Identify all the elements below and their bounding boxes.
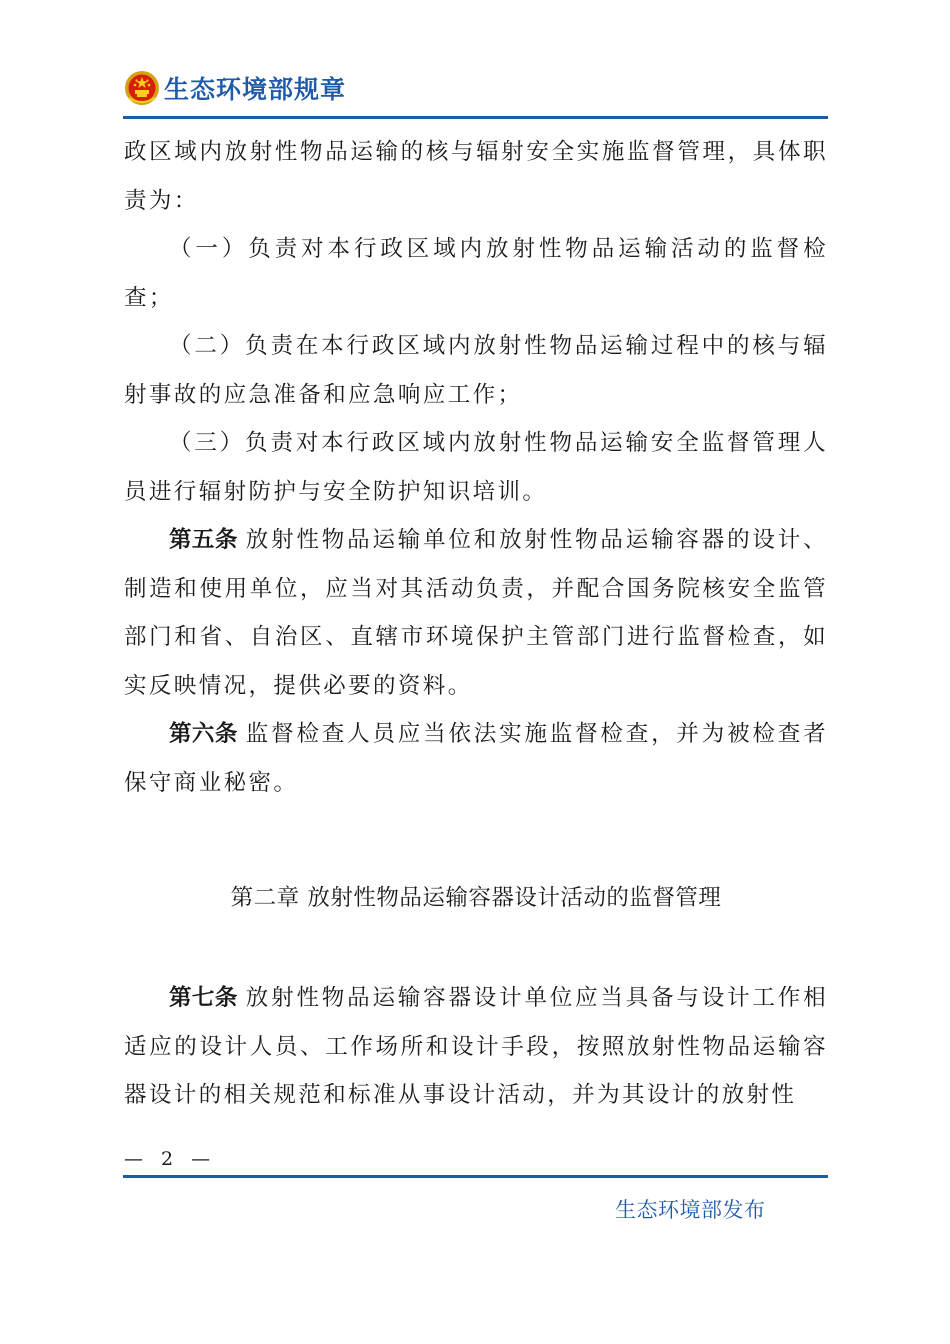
article-5: [124, 516, 828, 710]
article-6: [124, 710, 828, 807]
paragraph-text: 政区域内放射性物品运输的核与辐射安全实施监督管理，具体职责为：: [124, 139, 828, 214]
paragraph-text: （一）负责对本行政区域内放射性物品运输活动的监督检查；: [124, 236, 828, 311]
paragraph: [124, 128, 828, 225]
article-label: 第五条: [169, 527, 238, 553]
paragraph-text: 放射性物品运输容器设计单位应当具备与设计工作相适应的设计人员、工作场所和设计手段，按照放射性物品运输容器设计的相关规范和标准从事设计活动，并为其设计的放射性: [124, 985, 828, 1108]
paragraph-text: （二）负责在本行政区域内放射性物品运输过程中的核与辐射事故的应急准备和应急响应工作；: [124, 333, 828, 408]
header-divider: [123, 116, 828, 119]
paragraph: [124, 419, 828, 516]
chapter-title: 第二章 放射性物品运输容器设计活动的监督管理: [230, 885, 722, 911]
header-title: 生态环境部规章: [164, 75, 347, 104]
page-header: [124, 66, 346, 110]
article-label: 第六条: [169, 721, 238, 747]
article-7: [124, 974, 828, 1120]
body-text-section-1: [124, 128, 828, 807]
body-text-section-2: [124, 974, 828, 1120]
paragraph: [124, 225, 828, 322]
page-number: — 2 —: [124, 1148, 217, 1170]
paragraph-text: 放射性物品运输单位和放射性物品运输容器的设计、制造和使用单位，应当对其活动负责，并配合国务院核安全监管部门和省、自治区、直辖市环境保护主管部门进行监督检查，如实反映情况，提供必要的资料。: [124, 527, 828, 699]
footer-divider: [123, 1175, 828, 1178]
paragraph: [124, 322, 828, 419]
paragraph-text: 监督检查人员应当依法实施监督检查，并为被检查者保守商业秘密。: [124, 721, 828, 796]
paragraph-text: （三）负责对本行政区域内放射性物品运输安全监督管理人员进行辐射防护与安全防护知识培训。: [124, 430, 828, 505]
footer-brand: 生态环境部发布: [615, 1198, 766, 1222]
national-emblem-icon: [124, 70, 160, 106]
article-label: 第七条: [169, 985, 238, 1011]
